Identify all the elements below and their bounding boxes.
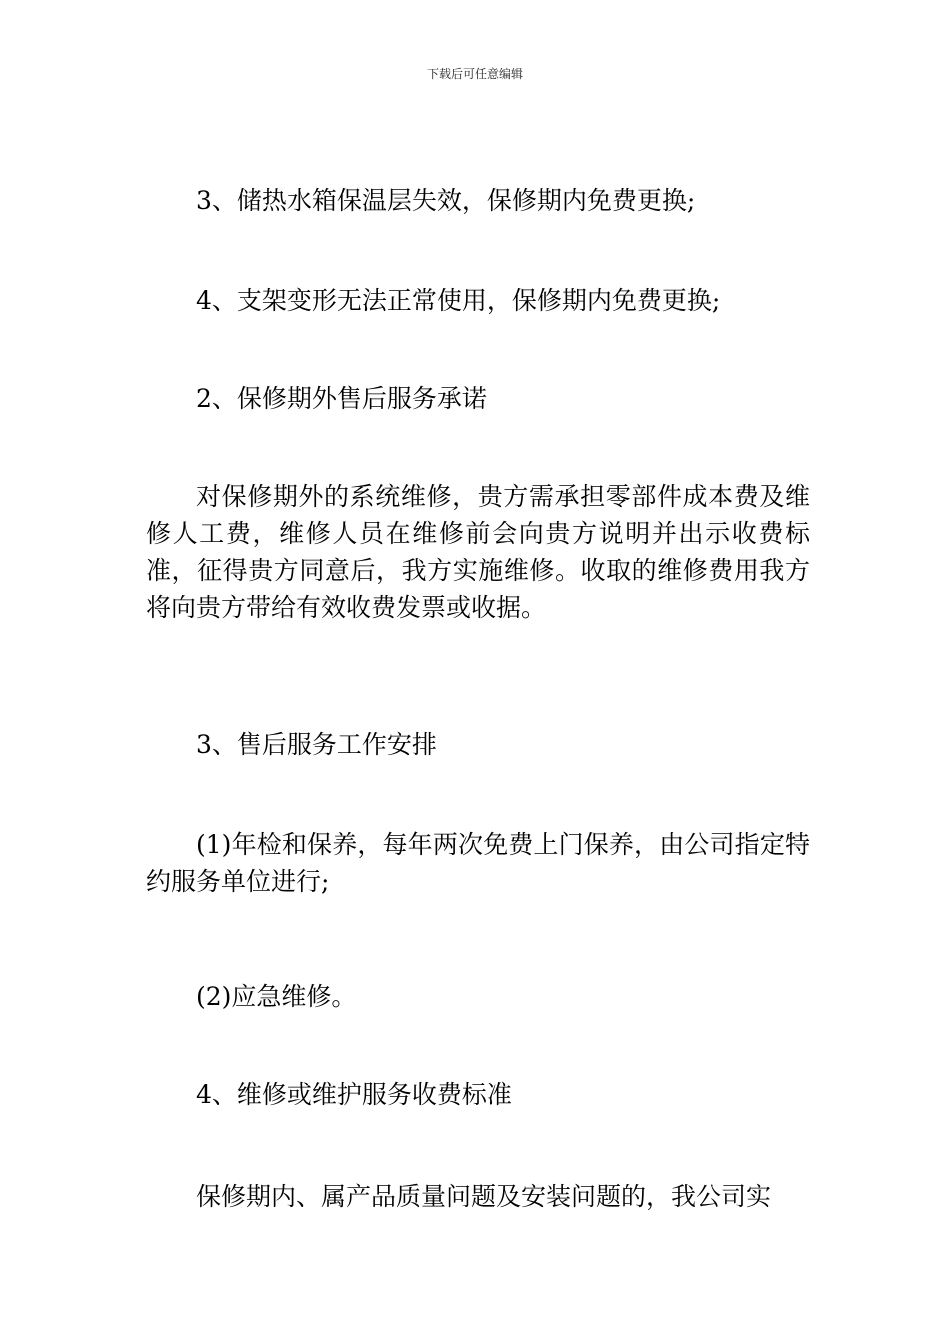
paragraph-water-tank-insulation: 3、储热水箱保温层失效，保修期内免费更换;: [196, 186, 696, 215]
paragraph-emergency-repair: (2)应急维修。: [196, 982, 357, 1011]
paragraph-bracket-deformation: 4、支架变形无法正常使用，保修期内免费更换;: [196, 286, 721, 315]
paragraph-heading-out-of-warranty: 2、保修期外售后服务承诺: [196, 384, 487, 413]
paragraph-in-warranty-quality: 保修期内、属产品质量问题及安装问题的，我公司实: [196, 1182, 772, 1211]
header-note: 下载后可任意编辑: [426, 67, 523, 81]
paragraph-heading-service-arrangement: 3、售后服务工作安排: [196, 730, 437, 759]
paragraph-heading-fee-standard: 4、维修或维护服务收费标准: [196, 1080, 512, 1109]
paragraph-annual-maintenance: (1)年检和保养，每年两次免费上门保养，由公司指定特约服务单位进行;: [146, 830, 810, 896]
paragraph-out-of-warranty-repair: 对保修期外的系统维修，贵方需承担零部件成本费及维修人工费，维修人员在维修前会向贵方说明并出示收费标准，征得贵方同意后，我方实施维修。收取的维修费用我方将向贵方带给有效收费发票或收据。: [146, 482, 810, 622]
